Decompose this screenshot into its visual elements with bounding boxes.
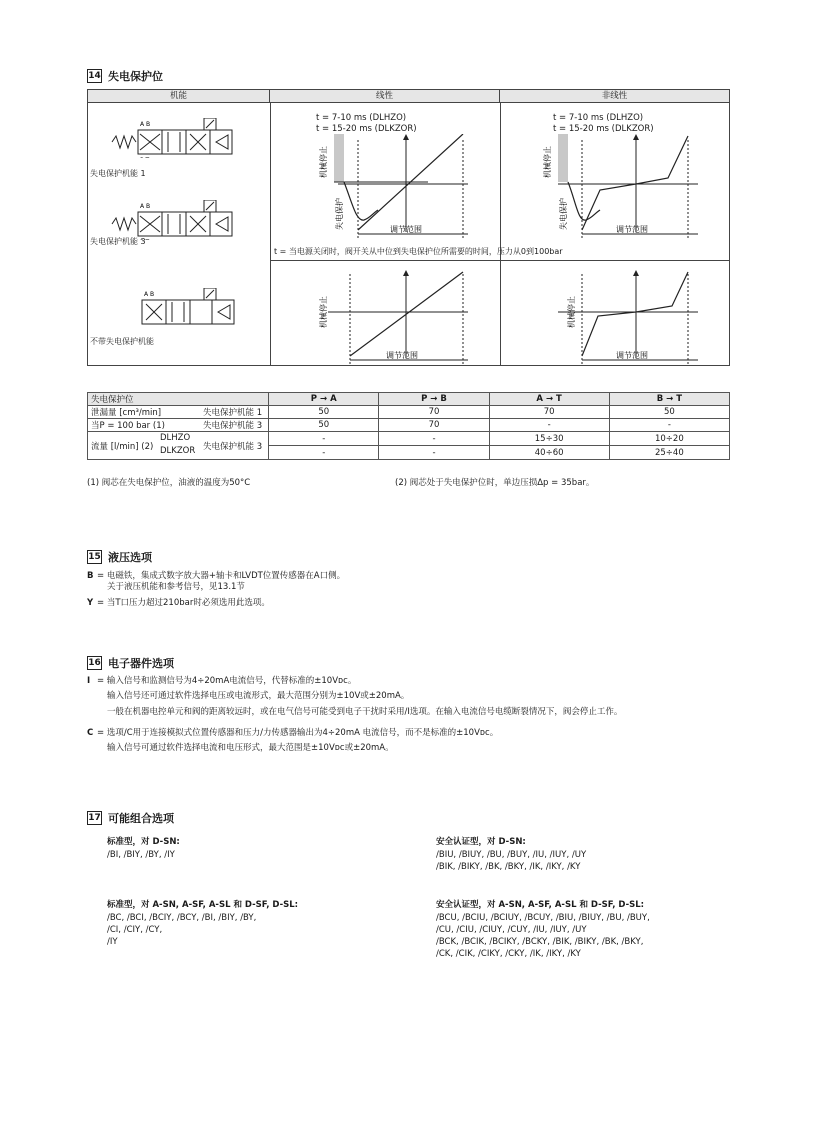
table-cell: 70 — [489, 406, 609, 419]
function-label-none: 不带失电保护机能 — [90, 337, 154, 346]
table-note-1: (1) 阀芯在失电保护位，油液的温度为50°C — [87, 478, 251, 488]
section-16-header — [87, 655, 174, 671]
table-row — [88, 419, 730, 432]
safe-asn-list: /CU, /CIU, /CIUY, /CUY, /IU, /IUY, /UY — [436, 925, 587, 935]
option-y-text: = 当T口压力超过210bar时必须选用此选项。 — [97, 598, 270, 608]
stop-label-nl: 机械停止 — [543, 146, 552, 178]
dlhzo-label: DLHZO — [160, 433, 191, 443]
safe-asn-list: /CK, /CIK, /CIKY, /CKY, /IK, /IKY, /KY — [436, 949, 581, 959]
section-17-header — [87, 810, 174, 826]
valve-symbol-no-failsafe — [138, 288, 248, 328]
section-title: 电子器件选项 — [108, 657, 174, 670]
table-cell: 10÷20 — [609, 432, 729, 446]
chart-nonlinear-failsafe — [538, 134, 708, 239]
section-14-header — [87, 68, 163, 84]
option-c-text-2: 输入信号可通过软件选择电流和电压形式，最大范围是±10Vᴅᴄ或±20mA。 — [107, 743, 394, 753]
column-header-linear: 线性 — [270, 90, 500, 103]
table-cell: - — [379, 432, 489, 446]
valve-symbol-failsafe-3 — [110, 200, 240, 240]
section-number: 16 — [88, 658, 101, 668]
table-cell: - — [379, 446, 489, 460]
stop-label-b-nl: 机械停止 — [567, 296, 576, 328]
failsafe-figure — [87, 89, 730, 366]
option-c-text: = 选项/C用于连接模拟式位置传感器和压力/力传感器输出为4÷20mA 电流信号，而不是标准的±10Vᴅᴄ。 — [97, 728, 499, 738]
table-row — [88, 406, 730, 419]
option-key-b: B — [87, 571, 94, 581]
safe-asn-list: /BCU, /BCIU, /BCIUY, /BCUY, /BIU, /BIUY, /BU, /BUY, — [436, 913, 650, 923]
safe-dsn-list: /BIU, /BIUY, /BU, /BUY, /IU, /IUY, /UY — [436, 850, 587, 860]
std-dsn-list: /BI, /BIY, /BY, /IY — [107, 850, 175, 860]
table-cell: 50 — [609, 406, 729, 419]
stop-label: 机械停止 — [319, 146, 328, 178]
valve-symbol-failsafe-1 — [110, 118, 240, 158]
option-key-i: I — [87, 676, 91, 686]
svg-text:P T — [140, 157, 150, 158]
option-i-text-3: 一般在机器电控单元和阀的距离较远时，或在电气信号可能受到电子干扰时采用/I选项。在输入电流信号电缆断裂情况下，阀会停止工作。 — [107, 707, 623, 717]
table-cell: - — [269, 432, 379, 446]
safe-dsn-title: 安全认证型，对 D-SN: — [436, 837, 526, 847]
time-line-2-nl: t = 15-20 ms (DLKZOR) — [553, 124, 654, 134]
table-cell: 50 — [269, 406, 379, 419]
svg-text:A B: A B — [140, 121, 151, 128]
std-asn-list: /BC, /BCI, /BCIY, /BCY, /BI, /BIY, /BY, — [107, 913, 257, 923]
safe-asn-title: 安全认证型，对 A-SN, A-SF, A-SL 和 D-SF, D-SL: — [436, 900, 645, 910]
table-note-2: (2) 阀芯处于失电保护位时，单边压损Δp = 35bar。 — [395, 478, 595, 488]
section-title: 可能组合选项 — [108, 812, 174, 825]
dlkzor-label: DLKZOR — [160, 446, 196, 456]
stop-label-b: 机械停止 — [319, 296, 328, 328]
column-header-nonlinear: 非线性 — [500, 90, 729, 103]
option-i-text-2: 输入信号还可通过软件选择电压或电流形式，最大范围分别为±10V或±20mA。 — [107, 691, 410, 701]
table-cell: - — [609, 419, 729, 432]
time-note: t = 当电源关闭时，阀开关从中位到失电保护位所需要的时间，压力从0到100bar — [274, 247, 563, 256]
table-cell: 40÷60 — [489, 446, 609, 460]
svg-text:A B: A B — [144, 291, 155, 298]
adjust-label-b-nl: 调节范围 — [616, 351, 648, 360]
section-number: 14 — [88, 71, 101, 81]
std-dsn-title: 标准型，对 D-SN: — [107, 837, 180, 847]
failsafe-label-nl: 失电保护 — [559, 198, 568, 230]
function-label-3: 失电保护机能 3 — [90, 237, 146, 246]
failsafe-label: 失电保护 — [335, 198, 344, 230]
leak-label: 泄漏量 [cm³/min] — [91, 408, 162, 418]
fn1-label: 失电保护机能 1 — [203, 408, 263, 418]
option-b-text-2: 关于液压机能和参考信号，见13.1节 — [107, 582, 245, 592]
table-header: A → T — [489, 393, 609, 406]
chart-linear-failsafe — [308, 134, 478, 239]
function-label-1: 失电保护机能 1 — [90, 169, 146, 178]
svg-text:A B: A B — [140, 203, 151, 210]
section-number: 17 — [88, 813, 101, 823]
std-asn-list: /IY — [107, 937, 118, 947]
table-cell: 25÷40 — [609, 446, 729, 460]
leak-cond: 当P = 100 bar (1) — [91, 421, 165, 431]
option-i-text: = 输入信号和监测信号为4÷20mA电流信号，代替标准的±10Vᴅᴄ。 — [97, 676, 357, 686]
std-asn-title: 标准型，对 A-SN, A-SF, A-SL 和 D-SF, D-SL: — [107, 900, 299, 910]
chart-linear-plain — [308, 270, 478, 365]
table-header: P → A — [269, 393, 379, 406]
section-number: 15 — [88, 552, 101, 562]
fn3-label-flow: 失电保护机能 3 — [203, 442, 263, 452]
column-header-function: 机能 — [88, 90, 270, 103]
chart-nonlinear-plain — [538, 270, 708, 365]
section-title: 液压选项 — [108, 551, 152, 564]
safe-asn-list: /BCK, /BCIK, /BCIKY, /BCKY, /BIK, /BIKY, /BK, /BKY, — [436, 937, 644, 947]
section-title: 失电保护位 — [108, 70, 163, 83]
safe-dsn-list: /BIK, /BIKY, /BK, /BKY, /IK, /IKY, /KY — [436, 862, 581, 872]
table-cell: 70 — [379, 419, 489, 432]
table-cell: 15÷30 — [489, 432, 609, 446]
table-header: 失电保护位 — [88, 393, 269, 406]
table-cell: - — [269, 446, 379, 460]
option-key-y: Y — [87, 598, 94, 608]
adjust-label-nl: 调节范围 — [616, 225, 648, 234]
table-cell: 50 — [269, 419, 379, 432]
time-line-1-nl: t = 7-10 ms (DLHZO) — [553, 113, 644, 123]
flow-label: 流量 [l/min] (2) — [91, 442, 154, 452]
std-asn-list: /CI, /CIY, /CY, — [107, 925, 163, 935]
table-cell: 70 — [379, 406, 489, 419]
option-b-text: = 电磁铁，集成式数字放大器+轴卡和LVDT位置传感器在A口侧。 — [97, 571, 346, 581]
leakage-flow-table — [87, 392, 730, 460]
adjust-label: 调节范围 — [390, 225, 422, 234]
fn3-label: 失电保护机能 3 — [203, 421, 263, 431]
adjust-label-b: 调节范围 — [386, 351, 418, 360]
table-row — [88, 432, 730, 446]
time-line-1: t = 7-10 ms (DLHZO) — [316, 113, 407, 123]
table-header: P → B — [379, 393, 489, 406]
section-15-header — [87, 549, 152, 565]
table-header: B → T — [609, 393, 729, 406]
option-key-c: C — [87, 728, 94, 738]
table-cell: - — [489, 419, 609, 432]
time-line-2: t = 15-20 ms (DLKZOR) — [316, 124, 417, 134]
